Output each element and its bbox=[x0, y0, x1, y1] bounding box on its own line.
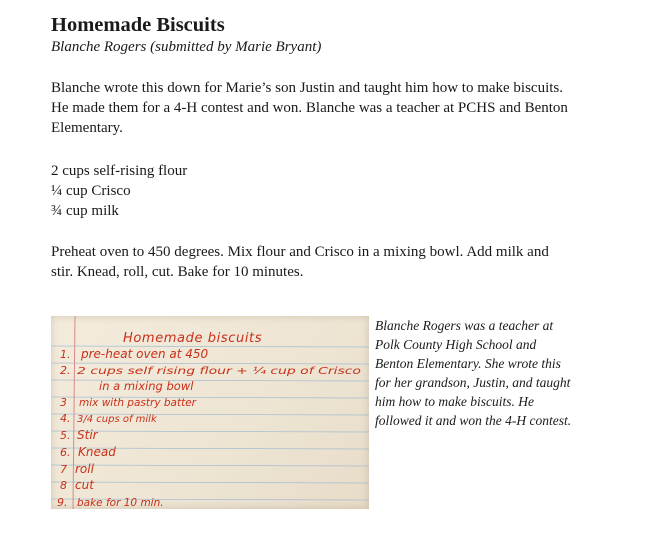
recipe-byline: Blanche Rogers (submitted by Marie Bryant) bbox=[51, 39, 322, 55]
card-step-number: 1. bbox=[60, 348, 71, 361]
recipe-title: Homemade Biscuits bbox=[51, 14, 225, 36]
card-step-text: in a mixing bowl bbox=[99, 379, 194, 393]
ingredient-item: ¾ cup milk bbox=[51, 203, 119, 219]
card-step-numbers bbox=[57, 348, 71, 509]
ingredient-list bbox=[51, 161, 187, 221]
card-step-text: pre-heat oven at 450 bbox=[81, 347, 209, 361]
card-step-text: 2 cups self rising flour + ¼ cup of Crisco bbox=[77, 366, 281, 377]
recipe-directions: Preheat oven to 450 degrees. Mix flour and Crisco in a mixing bowl. Add milk and stir. Knead, roll, cut. Bake for 10 minutes. bbox=[51, 244, 549, 280]
recipe-intro: Blanche wrote this down for Marie’s son Justin and taught him how to make biscuits. He made them for a 4-H contest and won. Blanche was a teacher at PCHS and Benton Elementary. bbox=[51, 80, 568, 136]
card-step-text: mix with pastry batter bbox=[79, 397, 196, 409]
ingredient-item: ¼ cup Crisco bbox=[51, 183, 131, 199]
card-title: Homemade biscuits bbox=[123, 331, 263, 346]
card-step-number: 4. bbox=[60, 412, 71, 425]
photo-caption: Blanche Rogers was a teacher at Polk County High School and Benton Elementary. She wrote this for her grandson, Justin, and taught him how to make biscuits. He followed it and won the 4-H contest. bbox=[375, 318, 572, 428]
card-step-number: 9. bbox=[57, 496, 68, 509]
ingredient-item: 2 cups self-rising flour bbox=[51, 163, 188, 179]
card-step-number: 3 bbox=[60, 396, 67, 409]
card-step-number: 8 bbox=[60, 479, 67, 492]
card-step-text: Knead bbox=[78, 445, 116, 459]
card-steps bbox=[75, 347, 361, 509]
recipe-card-drawing bbox=[51, 316, 369, 509]
card-step-number: 6. bbox=[60, 446, 71, 459]
card-step-number: 5. bbox=[60, 429, 71, 442]
card-step-text: 3/4 cups of milk bbox=[77, 414, 157, 425]
card-step-text: cut bbox=[75, 478, 94, 492]
card-step-number: 7 bbox=[60, 463, 67, 476]
handwritten-recipe-card-photo bbox=[51, 316, 369, 509]
card-step-number: 2. bbox=[60, 364, 71, 377]
card-step-text: Stir bbox=[77, 428, 98, 442]
card-step-text: roll bbox=[75, 462, 94, 476]
card-step-text: bake for 10 min. bbox=[77, 497, 164, 509]
